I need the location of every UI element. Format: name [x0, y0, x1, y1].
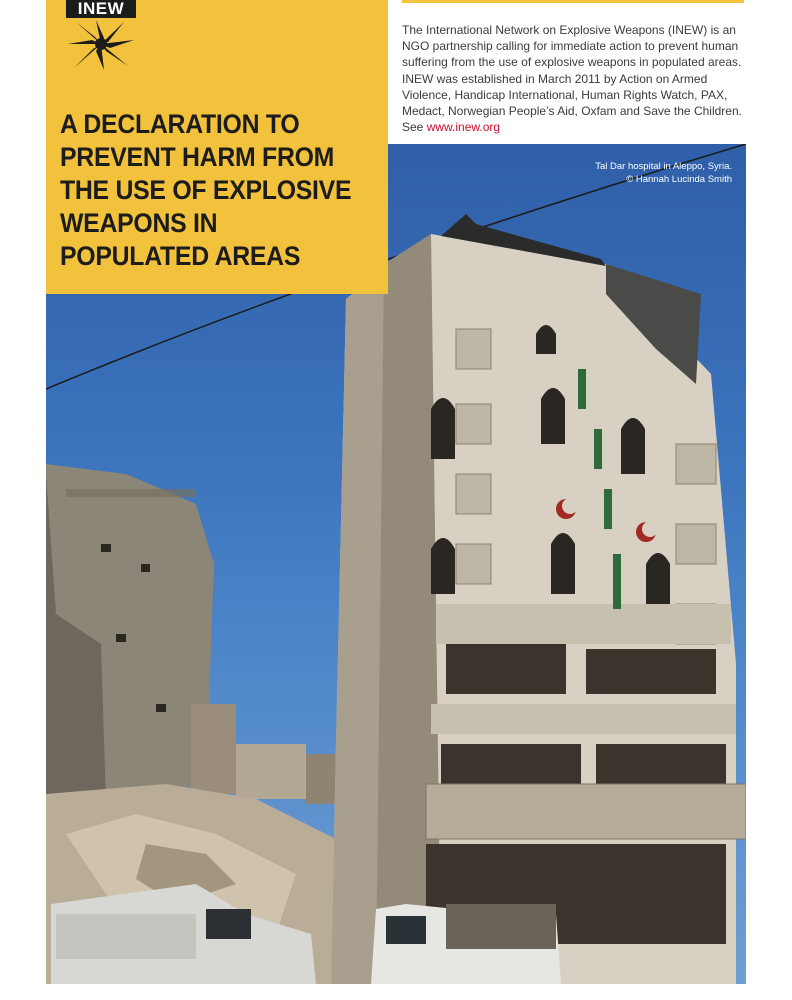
intro-paragraph	[402, 22, 746, 135]
inew-website-link[interactable]: www.inew.org	[426, 120, 501, 135]
page-title: A DECLARATION TO PREVENT HARM FROM THE USE OF EXPLOSIVE WEAPONS IN POPULATED AREAS	[60, 109, 352, 271]
explosion-icon	[66, 18, 136, 70]
inew-logo	[66, 0, 136, 70]
top-accent-rule	[402, 0, 744, 3]
inew-logo-text: INEW	[66, 0, 136, 18]
photo-caption-credit: © Hannah Lucinda Smith	[626, 174, 732, 185]
photo-caption	[595, 160, 732, 186]
title-panel	[46, 0, 388, 294]
photo-caption-line1: Tal Dar hospital in Aleppo, Syria.	[595, 161, 732, 172]
intro-body: The International Network on Explosive Weapons (INEW) is an NGO partnership calling for immediate action to prevent human suffering from the use of explosive weapons in populated areas. INEW was established in March 2011 by Action on Armed Violence, Handicap International, Human Rights Watch, PAX, Medact, Norwegian People’s Aid, Oxfam and Save the Children. See	[402, 23, 742, 135]
